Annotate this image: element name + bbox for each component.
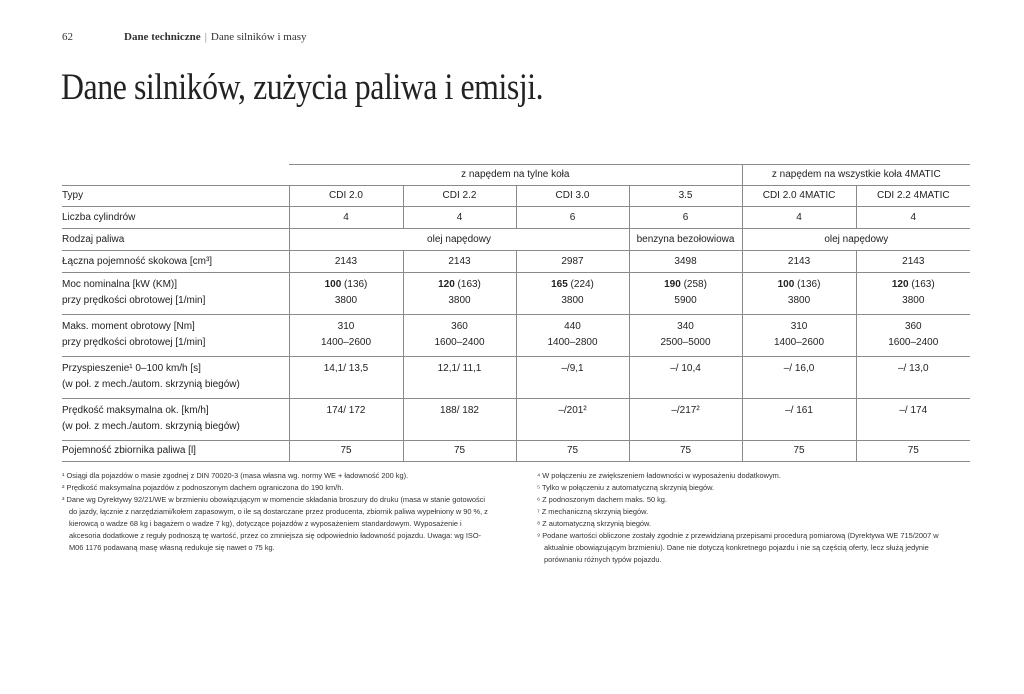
table-cell: 2143 xyxy=(403,251,516,273)
table-cell: 75 xyxy=(629,441,742,462)
power-kw: 120 xyxy=(438,279,455,290)
footnote: ⁵ Tylko w połączeniu z automatyczną skrzynią biegów. xyxy=(537,483,715,492)
row-label: Łączna pojemność skokowa [cm³] xyxy=(62,251,289,273)
table-cell: 4 xyxy=(289,207,403,229)
table-cell: 75 xyxy=(403,441,516,462)
table-cell xyxy=(629,315,742,357)
group-header-4matic: z napędem na wszystkie koła 4MATIC xyxy=(742,165,970,186)
power-kw: 190 xyxy=(664,279,681,290)
footnote: ⁴ W połączeniu ze zwiększeniem ładowności w wyposażeniu dodatkowym. xyxy=(537,471,781,480)
power-hp: (136) xyxy=(344,279,368,290)
table-cell: 14,1/ 13,5 xyxy=(289,357,403,399)
torque-rpm: 1400–2600 xyxy=(320,337,372,348)
torque-value: 360 xyxy=(451,321,468,332)
power-rpm: 3800 xyxy=(334,295,358,306)
type-cell: CDI 2.2 4MATIC xyxy=(856,186,970,207)
table-cell xyxy=(289,273,403,315)
table-cell: 75 xyxy=(289,441,403,462)
row-label-line: (w poł. z mech./autom. skrzynią biegów) xyxy=(62,379,240,390)
row-label: Typy xyxy=(62,186,289,207)
table-row xyxy=(62,315,970,357)
table-cell xyxy=(62,165,289,186)
table-cell: 12,1/ 11,1 xyxy=(403,357,516,399)
torque-value: 360 xyxy=(904,321,922,332)
table-row xyxy=(62,399,970,441)
row-label-line: Przyspieszenie¹ 0–100 km/h [s] xyxy=(62,363,201,374)
power-hp: (136) xyxy=(797,279,821,290)
table-row xyxy=(62,186,970,207)
group-header-rwd: z napędem na tylne koła xyxy=(289,165,742,186)
table-cell: –/201² xyxy=(516,399,629,441)
row-label: Pojemność zbiornika paliwa [l] xyxy=(62,441,289,462)
table-cell: 2987 xyxy=(516,251,629,273)
table-cell xyxy=(516,315,629,357)
table-cell: –/ 13,0 xyxy=(856,357,970,399)
torque-value: 440 xyxy=(564,321,581,332)
row-label: Rodzaj paliwa xyxy=(62,229,289,251)
table-cell: –/ 10,4 xyxy=(629,357,742,399)
table-cell xyxy=(856,273,970,315)
row-label-line: (w poł. z mech./autom. skrzynią biegów) xyxy=(62,421,240,432)
table-cell: –/ 16,0 xyxy=(742,357,856,399)
footnotes-right xyxy=(537,470,967,566)
power-hp: (163) xyxy=(457,279,481,290)
footnote: ⁷ Z mechaniczną skrzynią biegów. xyxy=(537,507,649,516)
power-hp: (258) xyxy=(683,279,707,290)
type-cell: CDI 3.0 xyxy=(516,186,629,207)
torque-rpm: 2500–5000 xyxy=(660,337,711,348)
table-cell xyxy=(742,273,856,315)
torque-value: 310 xyxy=(337,321,355,332)
row-label xyxy=(62,273,289,315)
table-cell: 2143 xyxy=(289,251,403,273)
table-row xyxy=(62,357,970,399)
power-kw: 100 xyxy=(777,279,795,290)
header-section: Dane techniczne xyxy=(124,31,201,43)
torque-rpm: 1600–2400 xyxy=(888,337,939,348)
table-cell: benzyna bezołowiowa xyxy=(629,229,742,251)
type-cell: CDI 2.2 xyxy=(403,186,516,207)
running-header xyxy=(62,31,307,43)
row-label-line: Prędkość maksymalna ok. [km/h] xyxy=(62,405,209,416)
table-cell: 4 xyxy=(856,207,970,229)
table-row xyxy=(62,165,970,186)
table-cell: 4 xyxy=(742,207,856,229)
power-hp: (224) xyxy=(570,279,594,290)
table-cell: –/ 174 xyxy=(856,399,970,441)
footnote: ⁸ Z automatyczną skrzynią biegów. xyxy=(537,519,652,528)
footnote: ³ Dane wg Dyrektywy 92/21/WE w brzmieniu obowiązującym w momencie składania broszury do druku (masa w stanie gotowości do jazdy, łącznie z narzędziami/kołem zapasowym, o ile są dostarczane przez producenta, zbiornik paliwa wypełniony w 90 %, z kierowcą o wadze 68 kg i bagażem o wadze 7 kg), dotyczące pojazdów z wyposażeniem standardowym. Wyposażenie i akcesoria dodatkowe z reguły podnoszą tę wartość, przez co zmniejsza się odpowiednio ładowność pojazdu. Uwaga: wg ISO-M06 1176 podawaną masę własną redukuje się nawet o 75 kg. xyxy=(62,495,488,552)
table-cell: –/9,1 xyxy=(516,357,629,399)
header-subsection: Dane silników i masy xyxy=(210,31,307,43)
table-cell: 2143 xyxy=(856,251,970,273)
torque-rpm: 1600–2400 xyxy=(434,337,485,348)
table-cell: 2143 xyxy=(742,251,856,273)
footnotes-left xyxy=(62,470,492,554)
table-row xyxy=(62,273,970,315)
table-cell: 75 xyxy=(516,441,629,462)
table-cell: 188/ 182 xyxy=(403,399,516,441)
page-number: 62 xyxy=(62,31,73,43)
type-cell: CDI 2.0 4MATIC xyxy=(742,186,856,207)
power-rpm: 3800 xyxy=(561,295,584,306)
engine-data-table xyxy=(62,164,970,462)
power-kw: 100 xyxy=(324,279,342,290)
row-label-line: Maks. moment obrotowy [Nm] xyxy=(62,321,195,332)
power-kw: 165 xyxy=(551,279,568,290)
type-cell: 3.5 xyxy=(629,186,742,207)
torque-value: 340 xyxy=(677,321,694,332)
table-row xyxy=(62,207,970,229)
table-cell: 4 xyxy=(403,207,516,229)
power-rpm: 5900 xyxy=(674,295,697,306)
power-hp: (163) xyxy=(911,279,935,290)
header-separator: | xyxy=(204,31,207,43)
table-row xyxy=(62,251,970,273)
torque-rpm: 1400–2600 xyxy=(774,337,825,348)
row-label-line: Moc nominalna [kW (KM)] xyxy=(62,279,178,290)
table-cell: 174/ 172 xyxy=(289,399,403,441)
footnote: ⁶ Z podnoszonym dachem maks. 50 kg. xyxy=(537,495,667,504)
row-label xyxy=(62,357,289,399)
power-rpm: 3800 xyxy=(787,295,811,306)
type-cell: CDI 2.0 xyxy=(289,186,403,207)
footnote: ² Prędkość maksymalna pojazdów z podnoszonym dachem ograniczona do 190 km/h. xyxy=(62,483,344,492)
table-cell xyxy=(403,315,516,357)
row-label-line: przy prędkości obrotowej [1/min] xyxy=(62,337,206,348)
torque-rpm: 1400–2800 xyxy=(547,337,598,348)
row-label: Liczba cylindrów xyxy=(62,207,289,229)
table-cell: 75 xyxy=(742,441,856,462)
table-cell: 3498 xyxy=(629,251,742,273)
table-cell: 6 xyxy=(629,207,742,229)
table-cell: 75 xyxy=(856,441,970,462)
power-rpm: 3800 xyxy=(448,295,471,306)
power-kw: 120 xyxy=(891,279,909,290)
table-cell: 6 xyxy=(516,207,629,229)
footnote: ¹ Osiągi dla pojazdów o masie zgodnej z DIN 70020-3 (masa własna wg. normy WE + ładowność 200 kg). xyxy=(62,471,409,480)
torque-value: 310 xyxy=(790,321,808,332)
table-cell xyxy=(742,315,856,357)
page-title: Dane silników, zużycia paliwa i emisji. xyxy=(61,67,544,108)
table-row xyxy=(62,229,970,251)
footnote: ⁹ Podane wartości obliczone zostały zgodnie z przewidzianą przepisami procedurą pomiarową (Dyrektywa WE 715/2007 w aktualnie obowiązującym brzmieniu). Dane nie dotyczą konkretnego pojazdu i nie są częścią oferty, lecz służą jedynie porównaniu różnych typów pojazdu. xyxy=(537,531,939,564)
row-label xyxy=(62,399,289,441)
table-cell xyxy=(629,273,742,315)
table-cell xyxy=(289,315,403,357)
table-cell: –/217² xyxy=(629,399,742,441)
table-row xyxy=(62,441,970,462)
row-label-line: przy prędkości obrotowej [1/min] xyxy=(62,295,206,306)
table-cell: olej napędowy xyxy=(742,229,970,251)
table-cell xyxy=(516,273,629,315)
table-cell: olej napędowy xyxy=(289,229,629,251)
table-cell xyxy=(856,315,970,357)
power-rpm: 3800 xyxy=(902,295,925,306)
table-cell: –/ 161 xyxy=(742,399,856,441)
table-cell xyxy=(403,273,516,315)
row-label xyxy=(62,315,289,357)
